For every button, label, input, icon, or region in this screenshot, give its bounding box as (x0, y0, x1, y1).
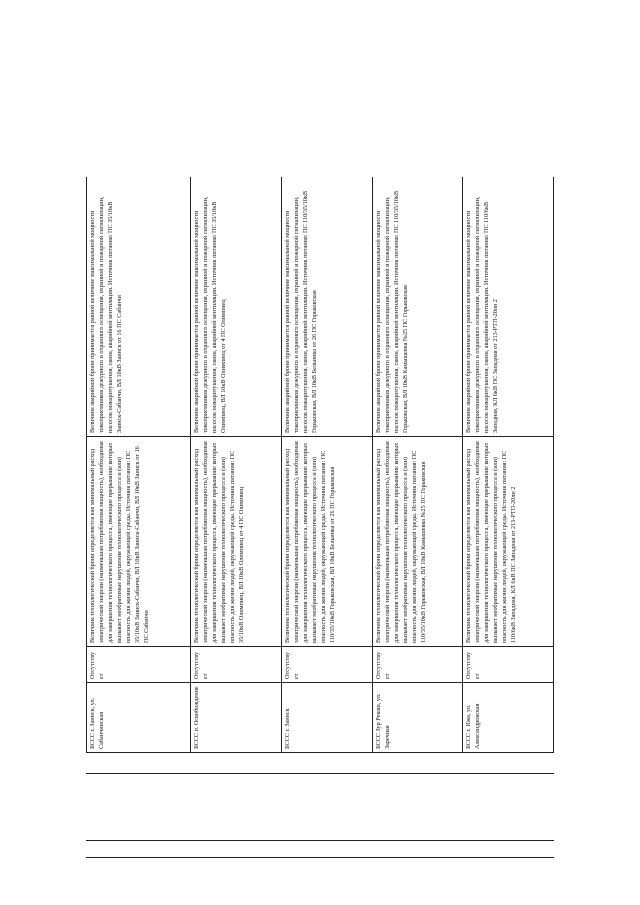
technological-reserve-cell: Величина технологической брони определяется как минимальный расход электрической энергии (наименьшая потребляемая мощность), необходимая для завершения технологического процесса, имеющие прерывание которых вызывает необратимые нарушения технологического процесса и (или) опасность для жизни людей, окружающей среды. Источник питания: ПС 35/10кВ Заинск-Сабанчи, ВЛ 10кВ Заинск-Сабанчи, ВЛ 10кВ Заинск от 16 ПС Сабанчи (87, 437, 191, 647)
emergency-reserve-cell: Величина аварийной брони принимается равной величине максимальной мощности токоприемников дежурного и охранного освещения, охранной и пожарной сигнализации, насосов пожаротушения, связи, аварийной вентиляции. Источник питания: ПС 35/10кВ Олимпиец, ВЛ 10кВ Олимпиец от 4 ПС Олимпиец (191, 177, 282, 437)
technological-reserve-cell: Величина технологической брони определяется как минимальный расход электрической энергии (наименьшая потребляемая мощность), необходимая для завершения технологического процесса, имеющие прерывание которых вызывает необратимые нарушения технологического процесса и (или) опасность для жизни людей, окружающей среды. Источник питания: ПС 110/35/10кВ Горьковская, ВЛ 10кВ Камышевка №25 ПС Горьковская (372, 437, 463, 647)
status-cell: Отсутствует (282, 647, 373, 683)
table-row (372, 177, 463, 753)
status-cell: Отсутствует (372, 647, 463, 683)
table-row (87, 177, 191, 753)
table-row (463, 177, 554, 753)
table-row (191, 177, 282, 753)
technological-reserve-cell: Величина технологической брони определяется как минимальный расход электрической энергии (наименьшая потребляемая мощность), необходимая для завершения технологического процесса, имеющие прерывание которых вызывает необратимые нарушения технологического процесса и (или) опасность для жизни людей, окружающей среды. Источник питания: ПС 35/10кВ Олимпиец, ВЛ 10кВ Олимпиец от 4 ПС Олимпиец (191, 437, 282, 647)
location-cell: БССС г. Заинск, ул. Сабанчинская (87, 683, 191, 753)
location-cell: БССС г. Ижа, ул. Александровская (463, 683, 554, 753)
location-cell: БССС Зур Рекаш, ул. Заречная (372, 683, 463, 753)
location-cell: БССС п. Освобождение (191, 683, 282, 753)
status-cell: Отсутствует (463, 647, 554, 683)
status-cell: Отсутствует (191, 647, 282, 683)
power-reserve-table (86, 177, 554, 753)
signature-rule-1 (86, 773, 554, 774)
technological-reserve-cell: Величина технологической брони определяется как минимальный расход электрической энергии (наименьшая потребляемая мощность), необходимая для завершения технологического процесса, имеющие прерывание которых вызывает необратимые нарушения технологического процесса и (или) опасность для жизни людей, окружающей среды. Источник питания: ПС 110/6кВ Западная, КЛ 6кВ ПС Западная от 213-РТП-20лн 2 (463, 437, 554, 647)
rotated-page-content (86, 177, 554, 753)
signature-rule-3 (86, 857, 554, 858)
location-cell: БССС г. Заинск (282, 683, 373, 753)
emergency-reserve-cell: Величина аварийной брони принимается равной величине максимальной мощности токоприемников дежурного и охранного освещения, охранной и пожарной сигнализации, насосов пожаротушения, связи, аварийной вентиляции. Источник питания: ПС 110/35/10кВ Горьковская, ВЛ 10кВ Камышевка №25 ПС Горьковская (372, 177, 463, 437)
emergency-reserve-cell: Величина аварийной брони принимается равной величине максимальной мощности токоприемников дежурного и охранного освещения, охранной и пожарной сигнализации, насосов пожаротушения, связи, аварийной вентиляции. Источник питания: ПС 110/6кВ Западная, КЛ 6кВ ПС Западная от 213-РТП-20лн 2 (463, 177, 554, 437)
emergency-reserve-cell: Величина аварийной брони принимается равной величине максимальной мощности токоприемников дежурного и охранного освещения, охранной и пожарной сигнализации, насосов пожаротушения, связи, аварийной вентиляции. Источник питания: ПС 110/35/10кВ Горьковская, ВЛ 10кВ Бельинка от 26 ПС Горьковская (282, 177, 373, 437)
rotated-table-frame (86, 177, 554, 753)
emergency-reserve-cell: Величина аварийной брони принимается равной величине максимальной мощности токоприемников дежурного и охранного освещения, охранной и пожарной сигнализации, насосов пожаротушения, связи, аварийной вентиляции. Источник питания: ПС 35/10кВ Заинск-Сабанчи, ВЛ 10кВ Заинск от 16 ПС Сабанчи (87, 177, 191, 437)
signature-rule-2 (86, 840, 554, 841)
technological-reserve-cell: Величина технологической брони определяется как минимальный расход электрической энергии (наименьшая потребляемая мощность), необходимая для завершения технологического процесса, имеющие прерывание которых вызывает необратимые нарушения технологического процесса и (или) опасность для жизни людей, окружающей среды. Источник питания: ПС 110/35/10кВ Горьковская, ВЛ 10кВ Бельинка от 26 ПС Горьковская (282, 437, 373, 647)
status-cell: Отсутствует (87, 647, 191, 683)
table-row (282, 177, 373, 753)
